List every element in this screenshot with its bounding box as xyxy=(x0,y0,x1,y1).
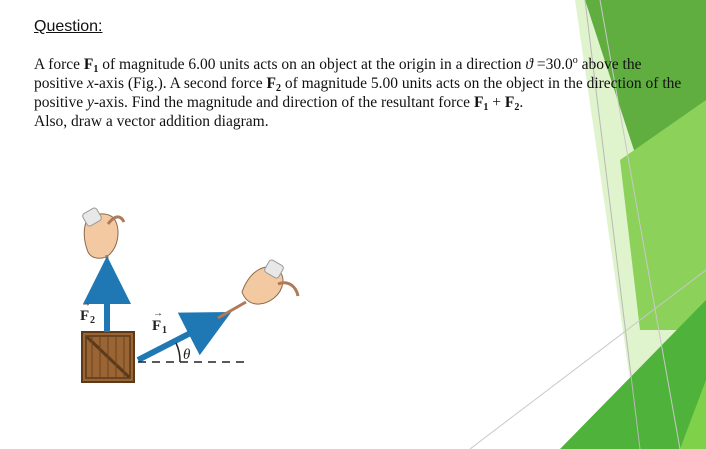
angle-label: θ xyxy=(183,347,191,363)
angle-arc xyxy=(176,343,180,362)
q-text-5: -axis (Fig.). A second force xyxy=(93,75,267,92)
q-r1: $F_1$ xyxy=(473,94,489,113)
f1-arrow xyxy=(138,323,210,360)
f2-label: F xyxy=(80,308,90,324)
q-r2: $F_2$ xyxy=(504,94,520,113)
q-degree: o xyxy=(572,54,578,66)
hand-top-icon xyxy=(82,207,124,258)
f2-label-sub: 2 xyxy=(90,315,95,326)
question-text xyxy=(34,55,684,131)
q-yvar: y xyxy=(86,94,94,111)
q-text-4: above the positive xyxy=(34,56,642,92)
q-theta: ϑ xyxy=(525,56,534,73)
q-f2: $F_2$ xyxy=(266,75,281,94)
hand-right-icon xyxy=(242,259,298,304)
q-text-8: + xyxy=(488,94,505,111)
q-f1: $F_1$ xyxy=(83,56,99,75)
q-text-6: of magnitude 5.00 units acts on the object in the direction of the positive xyxy=(34,75,682,111)
f1-label: F xyxy=(152,318,162,334)
q-xvar: x xyxy=(86,75,94,92)
force-figure xyxy=(60,200,320,400)
q-text-2: of magnitude 6.00 units acts on an object at the origin in a direction xyxy=(98,56,526,73)
f1-arrow-accent: → xyxy=(153,308,163,319)
f2-arrow-accent: → xyxy=(81,298,91,309)
question-heading: Question: xyxy=(34,18,103,35)
q-text-1: A force xyxy=(34,56,84,73)
q-text-9: . xyxy=(519,94,524,111)
rope-right xyxy=(218,302,246,318)
q-text-3: =30.0 xyxy=(533,56,573,73)
crate-icon xyxy=(82,332,134,382)
q-text-10: Also, draw a vector addition diagram. xyxy=(34,113,269,130)
f1-label-sub: 1 xyxy=(162,325,167,336)
q-text-7: -axis. Find the magnitude and direction of the resultant force xyxy=(93,94,474,111)
